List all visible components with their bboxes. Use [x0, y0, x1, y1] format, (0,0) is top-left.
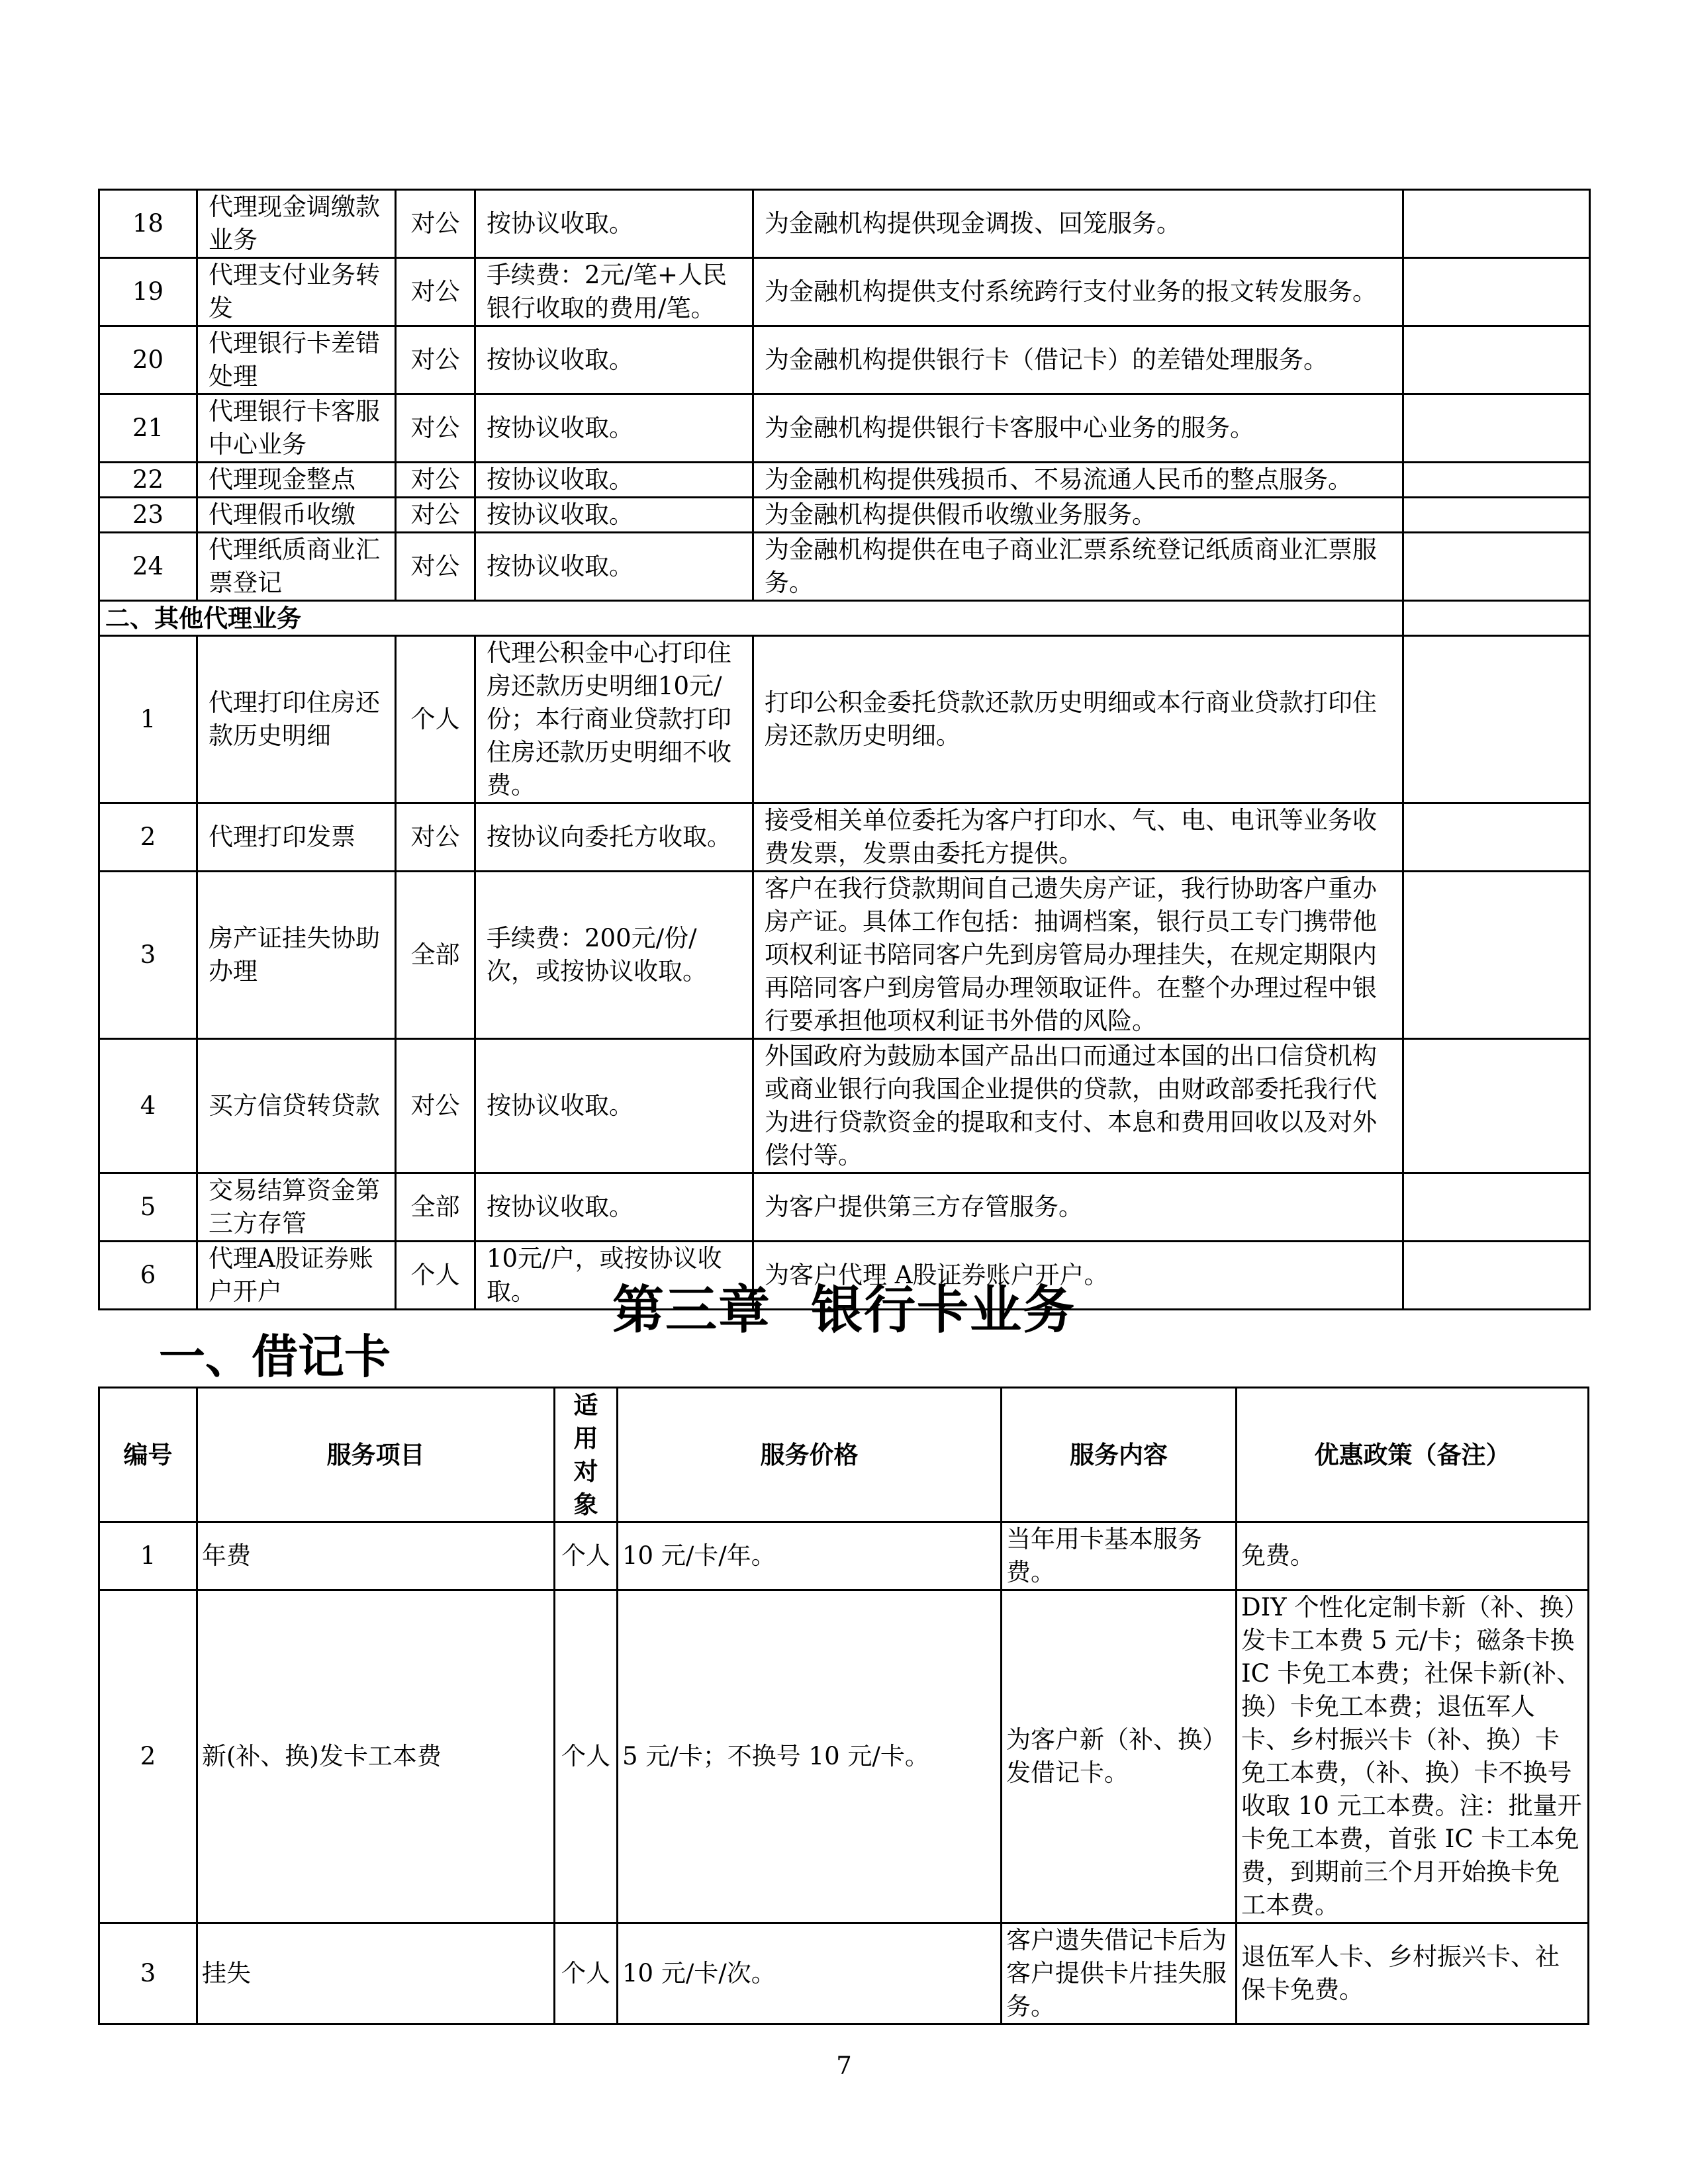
table-row [99, 533, 1590, 601]
cell-content: 客户遗失借记卡后为客户提供卡片挂失服务。 [1002, 1923, 1237, 2025]
cell-note: 退伍军人卡、乡村振兴卡、社保卡免费。 [1237, 1923, 1589, 2025]
cell-no: 18 [99, 190, 197, 258]
cell-target: 个人 [555, 1522, 618, 1590]
cell-target: 对公 [396, 394, 475, 463]
cell-item: 代理打印发票 [197, 803, 396, 872]
cell-target: 个人 [555, 1590, 618, 1923]
table-row [99, 1923, 1589, 2025]
page-number: 7 [836, 2052, 852, 2080]
section-title: 二、其他代理业务 [99, 601, 1403, 636]
cell-price: 按协议收取。 [475, 190, 753, 258]
table-header-row [99, 1388, 1589, 1522]
cell-item: 新(补、换)发卡工本费 [197, 1590, 555, 1923]
cell-item: 挂失 [197, 1923, 555, 2025]
cell-content: 打印公积金委托贷款还款历史明细或本行商业贷款打印住房还款历史明细。 [753, 636, 1403, 803]
cell-no: 3 [99, 1923, 197, 2025]
cell-item: 代理支付业务转发 [197, 258, 396, 326]
cell-content: 为金融机构提供银行卡客服中心业务的服务。 [753, 394, 1403, 463]
chapter-name: 银行卡业务 [811, 1280, 1076, 1340]
cell-note [1403, 463, 1590, 498]
cell-no: 3 [99, 872, 197, 1039]
cell-target: 个人 [396, 636, 475, 803]
debit-card-fee-table [98, 1387, 1589, 2025]
cell-target: 全部 [396, 1173, 475, 1242]
table-row [99, 636, 1590, 803]
cell-note [1403, 190, 1590, 258]
cell-item: 代理纸质商业汇票登记 [197, 533, 396, 601]
cell-item: 代理现金整点 [197, 463, 396, 498]
cell-no: 2 [99, 803, 197, 872]
cell-target: 对公 [396, 190, 475, 258]
cell-target: 个人 [396, 1242, 475, 1310]
table-row [99, 1590, 1589, 1923]
table-row [99, 394, 1590, 463]
cell-price: 按协议收取。 [475, 533, 753, 601]
cell-note [1403, 394, 1590, 463]
cell-note [1403, 872, 1590, 1039]
header-note: 优惠政策（备注） [1237, 1388, 1589, 1522]
cell-content: 为客户新（补、换）发借记卡。 [1002, 1590, 1237, 1923]
cell-item: 代理假币收缴 [197, 498, 396, 533]
cell-price: 10元/户，或按协议收取。 [475, 1242, 753, 1310]
section-heading: 一、借记卡 [159, 1329, 391, 1384]
cell-target: 对公 [396, 326, 475, 394]
table-row [99, 1173, 1590, 1242]
section-row [99, 601, 1590, 636]
cell-item: 代理A股证券账户开户 [197, 1242, 396, 1310]
table-row [99, 1522, 1589, 1590]
cell-content: 当年用卡基本服务费。 [1002, 1522, 1237, 1590]
table-row [99, 258, 1590, 326]
cell-item: 代理打印住房还款历史明细 [197, 636, 396, 803]
cell-no: 6 [99, 1242, 197, 1310]
table-row [99, 326, 1590, 394]
cell-item: 房产证挂失协助办理 [197, 872, 396, 1039]
cell-price: 按协议收取。 [475, 498, 753, 533]
header-content: 服务内容 [1002, 1388, 1237, 1522]
agency-services-table [98, 189, 1591, 1310]
cell-price: 手续费：2元/笔+人民银行收取的费用/笔。 [475, 258, 753, 326]
cell-no: 24 [99, 533, 197, 601]
cell-no: 4 [99, 1039, 197, 1173]
cell-target: 对公 [396, 258, 475, 326]
cell-target: 全部 [396, 872, 475, 1039]
table-row [99, 803, 1590, 872]
cell-price: 代理公积金中心打印住房还款历史明细10元/份；本行商业贷款打印住房还款历史明细不收费。 [475, 636, 753, 803]
cell-price: 10 元/卡/年。 [618, 1522, 1002, 1590]
header-item: 服务项目 [197, 1388, 555, 1522]
cell-target: 个人 [555, 1923, 618, 2025]
cell-no: 1 [99, 1522, 197, 1590]
cell-no: 20 [99, 326, 197, 394]
cell-note [1403, 636, 1590, 803]
cell-note [1403, 258, 1590, 326]
cell-no: 1 [99, 636, 197, 803]
cell-target: 对公 [396, 803, 475, 872]
cell-target: 对公 [396, 1039, 475, 1173]
cell-note [1403, 326, 1590, 394]
cell-note [1403, 498, 1590, 533]
header-target: 适用对象 [555, 1388, 618, 1522]
table-row [99, 498, 1590, 533]
cell-content: 为金融机构提供在电子商业汇票系统登记纸质商业汇票服务。 [753, 533, 1403, 601]
cell-item: 代理现金调缴款业务 [197, 190, 396, 258]
cell-note [1403, 533, 1590, 601]
cell-note: DIY 个性化定制卡新（补、换）发卡工本费 5 元/卡；磁条卡换 IC 卡免工本费；社保卡新(补、换）卡免工本费；退伍军人卡、乡村振兴卡（补、换）卡免工本费，（补、换）卡不换号收取 10 元工本费。注：批量开卡免工本费，首张 IC 卡工本免费，到期前三个月开始换卡免工本费。 [1237, 1590, 1589, 1923]
chapter-number: 第三章 [612, 1280, 771, 1340]
cell-target: 对公 [396, 498, 475, 533]
table-cell [1403, 601, 1590, 636]
cell-target: 对公 [396, 533, 475, 601]
cell-price: 手续费：200元/份/次，或按协议收取。 [475, 872, 753, 1039]
cell-content: 为客户提供第三方存管服务。 [753, 1173, 1403, 1242]
cell-content: 为客户代理 A股证券账户开户。 [753, 1242, 1403, 1310]
cell-no: 23 [99, 498, 197, 533]
cell-price: 按协议收取。 [475, 1039, 753, 1173]
cell-note: 免费。 [1237, 1522, 1589, 1590]
cell-price: 按协议收取。 [475, 463, 753, 498]
cell-content: 为金融机构提供假币收缴业务服务。 [753, 498, 1403, 533]
cell-content: 为金融机构提供残损币、不易流通人民币的整点服务。 [753, 463, 1403, 498]
cell-no: 22 [99, 463, 197, 498]
cell-content: 为金融机构提供支付系统跨行支付业务的报文转发服务。 [753, 258, 1403, 326]
cell-note [1403, 1039, 1590, 1173]
cell-item: 年费 [197, 1522, 555, 1590]
table-row [99, 1039, 1590, 1173]
cell-price: 5 元/卡；不换号 10 元/卡。 [618, 1590, 1002, 1923]
cell-price: 按协议收取。 [475, 1173, 753, 1242]
cell-content: 为金融机构提供银行卡（借记卡）的差错处理服务。 [753, 326, 1403, 394]
cell-no: 19 [99, 258, 197, 326]
cell-content: 接受相关单位委托为客户打印水、气、电、电讯等业务收费发票，发票由委托方提供。 [753, 803, 1403, 872]
cell-item: 买方信贷转贷款 [197, 1039, 396, 1173]
cell-item: 交易结算资金第三方存管 [197, 1173, 396, 1242]
header-price: 服务价格 [618, 1388, 1002, 1522]
cell-content: 外国政府为鼓励本国产品出口而通过本国的出口信贷机构或商业银行向我国企业提供的贷款，由财政部委托我行代为进行贷款资金的提取和支付、本息和费用回收以及对外偿付等。 [753, 1039, 1403, 1173]
cell-item: 代理银行卡差错处理 [197, 326, 396, 394]
cell-content: 为金融机构提供现金调拨、回笼服务。 [753, 190, 1403, 258]
table-row [99, 190, 1590, 258]
table-row [99, 872, 1590, 1039]
cell-item: 代理银行卡客服中心业务 [197, 394, 396, 463]
cell-content: 客户在我行贷款期间自己遗失房产证，我行协助客户重办房产证。具体工作包括：抽调档案，银行员工专门携带他项权利证书陪同客户先到房管局办理挂失，在规定期限内再陪同客户到房管局办理领取证件。在整个办理过程中银行要承担他项权利证书外借的风险。 [753, 872, 1403, 1039]
table-row [99, 463, 1590, 498]
header-no: 编号 [99, 1388, 197, 1522]
cell-no: 21 [99, 394, 197, 463]
cell-note [1403, 803, 1590, 872]
cell-price: 按协议向委托方收取。 [475, 803, 753, 872]
cell-price: 按协议收取。 [475, 394, 753, 463]
cell-price: 10 元/卡/次。 [618, 1923, 1002, 2025]
cell-note [1403, 1173, 1590, 1242]
cell-target: 对公 [396, 463, 475, 498]
cell-no: 2 [99, 1590, 197, 1923]
cell-price: 按协议收取。 [475, 326, 753, 394]
cell-no: 5 [99, 1173, 197, 1242]
